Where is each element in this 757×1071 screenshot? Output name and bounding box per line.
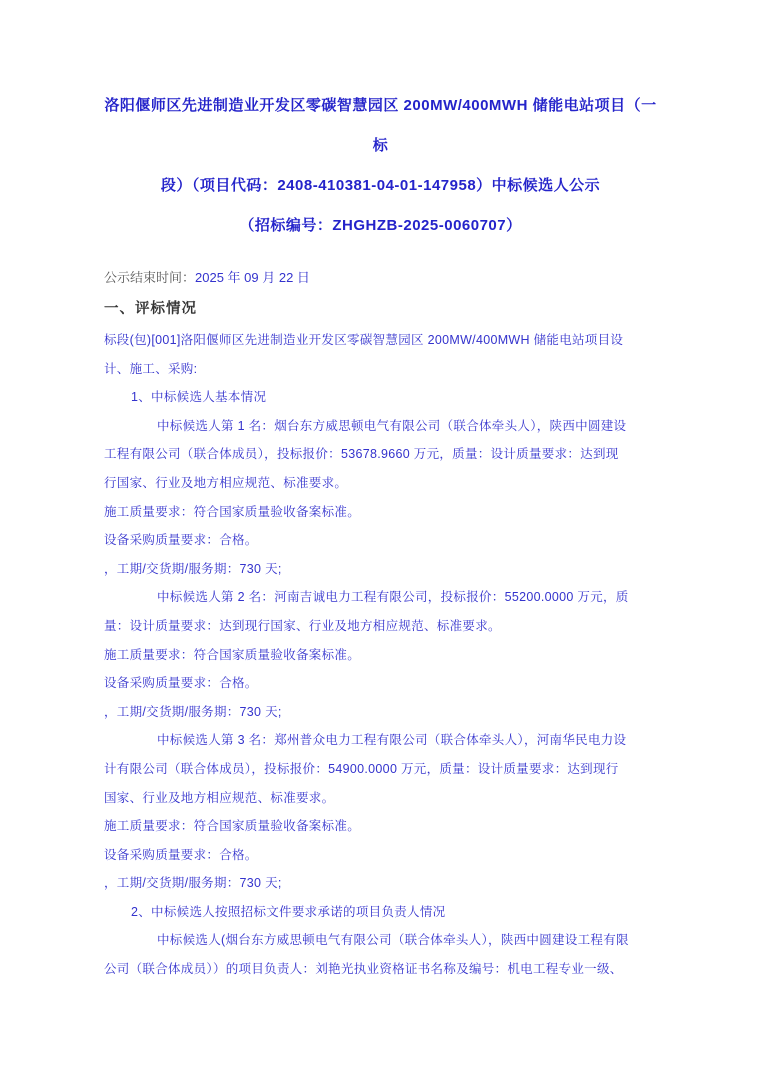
body-line: 公司（联合体成员））的项目负责人：刘艳光执业资格证书名称及编号：机电工程专业一级、 — [104, 962, 623, 977]
body-line-project-manager: 中标候选人(烟台东方威思顿电气有限公司（联合体牵头人），陕西中圆建设工程有限 — [157, 933, 629, 948]
title-line: （招标编号：ZHGHZB-2025-0060707） — [239, 217, 522, 234]
body-line: 量：设计质量要求：达到现行国家、行业及地方相应规范、标准要求。 — [104, 618, 501, 633]
document-title — [104, 86, 657, 246]
body-line: ，工期/交货期/服务期：730 天; — [104, 704, 282, 719]
section-heading-evaluation: 一、评标情况 — [104, 301, 197, 317]
body-line: 计、施工、采购: — [104, 361, 198, 376]
body-line: 施工质量要求：符合国家质量验收备案标准。 — [104, 819, 361, 834]
body-line: 设备采购质量要求：合格。 — [104, 533, 258, 548]
body-line: 工程有限公司（联合体成员），投标报价：53678.9660 万元，质量：设计质量要求：达到现 — [104, 447, 619, 462]
publicity-end-time — [104, 264, 657, 292]
title-line: 段）（项目代码：2408-410381-04-01-147958）中标候选人公示 — [160, 177, 601, 194]
publicity-end-label: 公示结束时间： — [104, 270, 196, 285]
publicity-end-value: 2025 年 09 月 22 日 — [195, 270, 310, 285]
document-body — [104, 326, 657, 984]
body-line: 设备采购质量要求：合格。 — [104, 676, 258, 691]
body-line: 施工质量要求：符合国家质量验收备案标准。 — [104, 504, 361, 519]
body-line: 标段(包)[001]洛阳偃师区先进制造业开发区零碳智慧园区 200MW/400MWH 储能电站项目设 — [104, 333, 624, 347]
title-line: 洛阳偃师区先进制造业开发区零碳智慧园区 200MW/400MWH 储能电站项目（一标 — [104, 97, 657, 154]
body-line-candidate-2: 中标候选人第 2 名：河南吉诚电力工程有限公司，投标报价：55200.0000 万元，质 — [157, 590, 629, 605]
body-line: ，工期/交货期/服务期：730 天; — [104, 876, 282, 891]
body-line: 设备采购质量要求：合格。 — [104, 847, 258, 862]
body-line: 行国家、行业及地方相应规范、标准要求。 — [104, 475, 348, 490]
body-line-candidate-1: 中标候选人第 1 名：烟台东方威思顿电气有限公司（联合体牵头人），陕西中圆建设 — [157, 418, 627, 433]
body-line: ，工期/交货期/服务期：730 天; — [104, 561, 282, 576]
body-line: 计有限公司（联合体成员），投标报价：54900.0000 万元，质量：设计质量要求：达到现行 — [104, 761, 619, 776]
subheading-candidate-basic-info: 1、中标候选人基本情况 — [131, 390, 267, 405]
subheading-project-manager-info: 2、中标候选人按照招标文件要求承诺的项目负责人情况 — [131, 904, 446, 919]
body-line: 施工质量要求：符合国家质量验收备案标准。 — [104, 647, 361, 662]
body-line: 国家、行业及地方相应规范、标准要求。 — [104, 790, 335, 805]
body-line-candidate-3: 中标候选人第 3 名：郑州普众电力工程有限公司（联合体牵头人），河南华民电力设 — [157, 733, 627, 748]
